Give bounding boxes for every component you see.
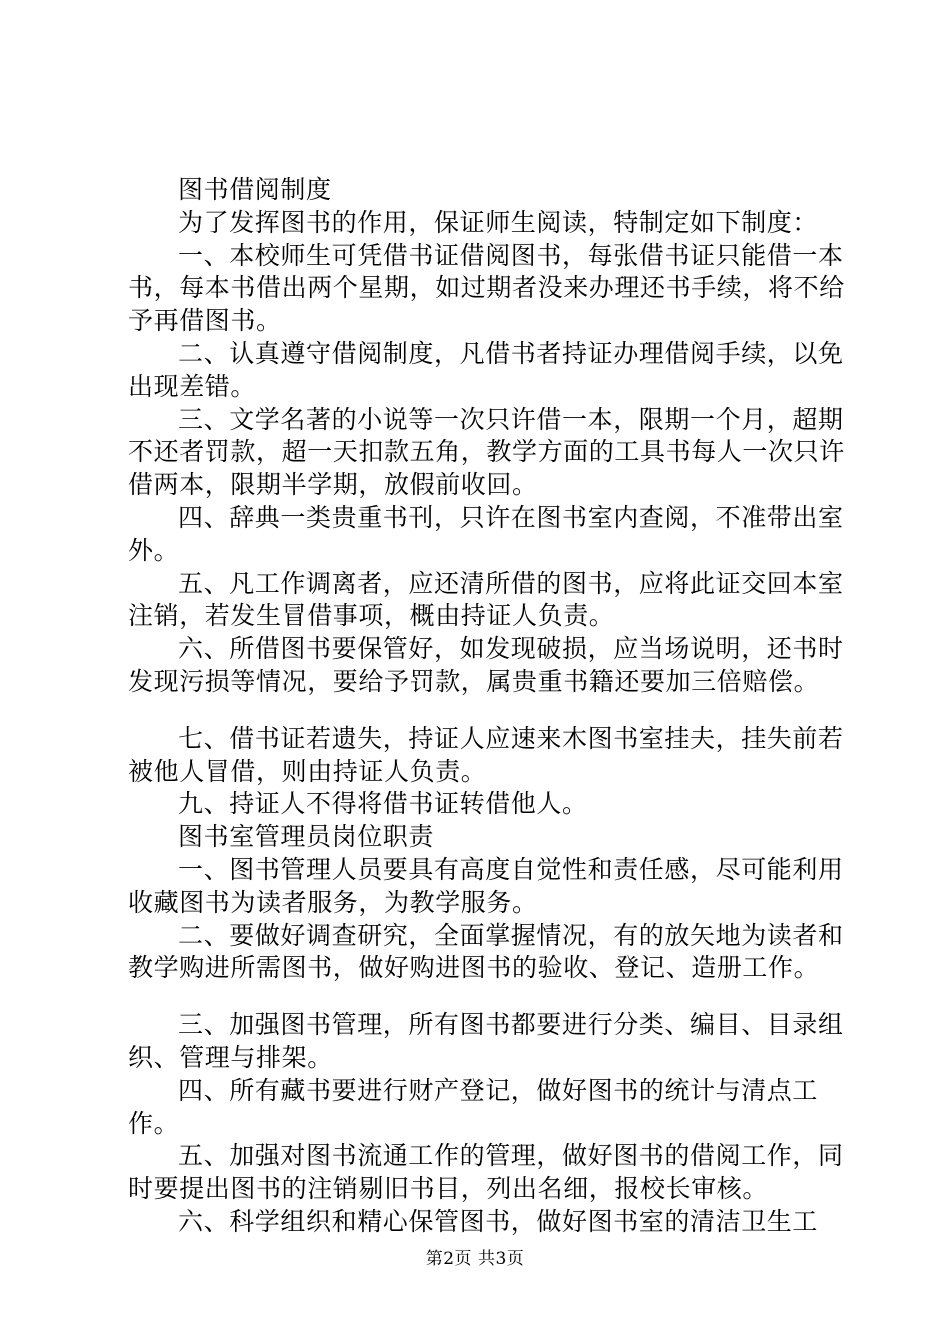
rule-2: 二、认真遵守借阅制度，凡借书者持证办理借阅手续，以免出现差错。	[128, 338, 844, 401]
rule-3: 三、文学名著的小说等一次只许借一本，限期一个月，超期不还者罚款，超一天扣款五角，教学方面的工具书每人一次只许借两本，限期半学期，放假前收回。	[128, 404, 845, 500]
rule-5: 五、凡工作调离者，应还清所借的图书，应将此证交回本室注销，若发生冒借事项，概由持证人负责。	[128, 568, 844, 631]
duty-6: 六、科学组织和精心保管图书，做好图书室的清洁卫生工	[178, 1206, 819, 1236]
intro-paragraph: 为了发挥图书的作用，保证师生阅读，特制定如下制度：	[178, 207, 819, 237]
section-title-borrowing-rules: 图书借阅制度	[178, 175, 332, 204]
duty-4: 四、所有藏书要进行财产登记，做好图书的统计与清点工作。	[128, 1075, 819, 1138]
rule-7: 七、借书证若遗失，持证人应速来木图书室挂夫，挂失前若被他人冒借，则由持证人负责。	[128, 723, 844, 786]
duty-3: 三、加强图书管理，所有图书都要进行分类、编目、目录组织、管理与排架。	[128, 1010, 844, 1072]
paragraph-gap	[128, 985, 850, 1009]
duty-1: 一、图书管理人员要具有高度自觉性和责任感，尽可能利用收藏图书为读者服务，为教学服务。	[128, 854, 844, 917]
paragraph-gap	[128, 699, 850, 723]
rule-4: 四、辞典一类贵重书刊，只许在图书室内查阅，不准带出室外。	[128, 502, 844, 565]
duty-2: 二、要做好调查研究，全面掌握情况，有的放矢地为读者和教学购进所需图书，做好购进图书的验收、登记、造册工作。	[128, 920, 844, 983]
document-body	[128, 174, 850, 1239]
rule-6: 六、所借图书要保管好，如发现破损，应当场说明，还书时发现污损等情况，要给予罚款，属贵重书籍还要加三倍赔偿。	[128, 634, 844, 696]
rule-9: 九、持证人不得将借书证转借他人。	[178, 789, 588, 819]
section-title-librarian-duties: 图书室管理员岗位职责	[178, 822, 435, 852]
page-number-footer: 第2页 共3页	[425, 1249, 525, 1269]
duty-5: 五、加强对图书流通工作的管理，做好图书的借阅工作，同时要提出图书的注销剔旧书目，列出名细，报校长审核。	[128, 1141, 844, 1204]
rule-1: 一、本校师生可凭借书证借阅图书，每张借书证只能借一本书，每本书借出两个星期，如过期者没来办理还书手续，将不给予再借图书。	[128, 240, 845, 336]
